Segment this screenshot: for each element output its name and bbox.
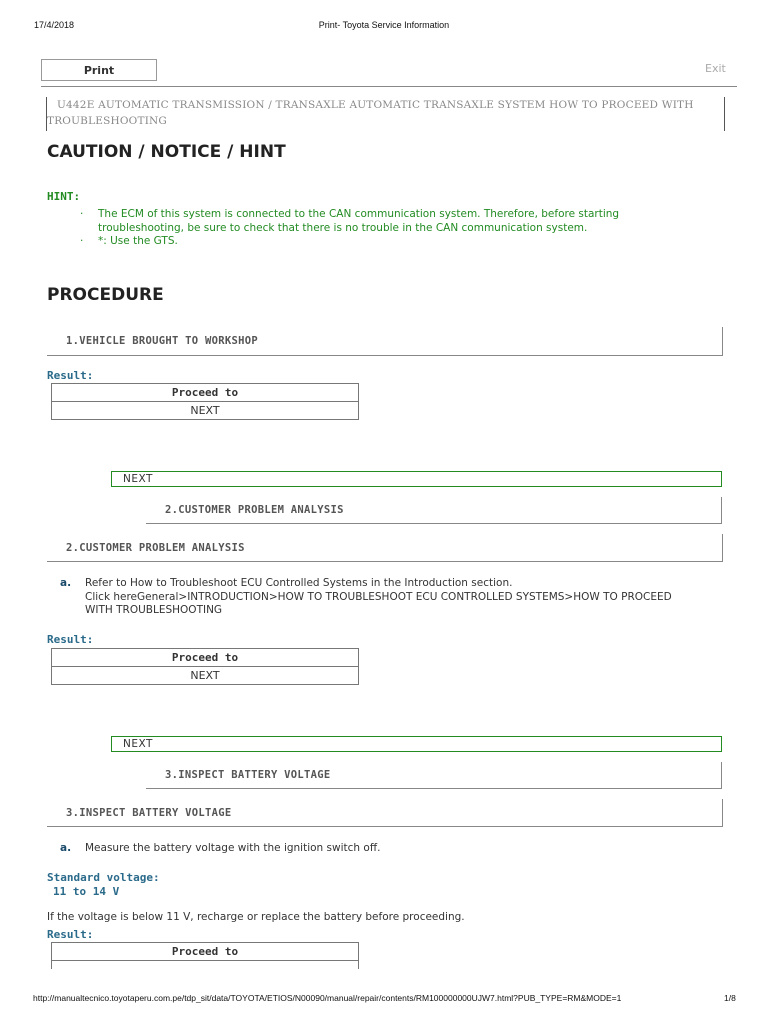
- step-1-next-target[interactable]: [146, 497, 722, 524]
- document-breadcrumb: [46, 97, 725, 131]
- exit-link[interactable]: Exit: [705, 62, 726, 75]
- next-label: NEXT: [123, 473, 153, 485]
- substep-body: [85, 842, 685, 856]
- result-table-header: Proceed to: [52, 384, 359, 402]
- step-2-next-target[interactable]: [146, 762, 722, 789]
- standard-voltage-label: Standard voltage:: [47, 871, 160, 884]
- bullet-icon: ·: [80, 235, 84, 247]
- substep-text: Measure the battery voltage with the ignition switch off.: [85, 842, 381, 854]
- hint-label: HINT:: [47, 190, 81, 203]
- step-1-result-label: Result:: [47, 369, 94, 382]
- hint-item-text: The ECM of this system is connected to the CAN communication system. Therefore, before starting troubleshooting, be sure to check that there is no trouble in the CAN communication system.: [98, 208, 620, 234]
- result-table-value: NEXT: [52, 402, 359, 420]
- source-url: http://manualtecnico.toyotaperu.com.pe/tdp_sit/data/TOYOTA/ETIOS/N00090/manual/repair/contents/RM100000000UJW7.html?PUB_TYPE=RM&MODE=1: [33, 993, 622, 1003]
- step-1-result-table: [51, 383, 359, 420]
- step-3-heading: [47, 799, 723, 827]
- next-label: NEXT: [123, 738, 153, 750]
- step-3-result-label: Result:: [47, 928, 94, 941]
- substep-body: [85, 577, 685, 618]
- substep-letter: a.: [60, 842, 72, 854]
- result-table-value: NEXT: [52, 667, 359, 685]
- next-target-title: 2.CUSTOMER PROBLEM ANALYSIS: [165, 504, 344, 516]
- step-3-title: 3.INSPECT BATTERY VOLTAGE: [66, 806, 232, 819]
- hint-item: [80, 235, 700, 249]
- step-2-next-link[interactable]: [111, 736, 722, 752]
- step-2-substep-a: [60, 577, 710, 619]
- page-number: 1/8: [724, 993, 736, 1003]
- step-2-heading: [47, 534, 723, 562]
- substep-text: Refer to How to Troubleshoot ECU Controlled Systems in the Introduction section.: [85, 577, 513, 589]
- pdf-print-header: [0, 20, 768, 32]
- hint-item-text: *: Use the GTS.: [98, 235, 178, 247]
- step-2-result-label: Result:: [47, 633, 94, 646]
- step-1-title: 1.VEHICLE BROUGHT TO WORKSHOP: [66, 335, 259, 347]
- step-2-result-table: [51, 648, 359, 685]
- step-1-heading: [47, 327, 723, 356]
- result-table-value-cut: [52, 961, 359, 969]
- step-3-result-table: [51, 942, 359, 969]
- pdf-print-footer: [0, 993, 768, 1005]
- hint-item: [80, 208, 700, 235]
- step-3-substep-a: [60, 842, 710, 856]
- print-page-title: Print- Toyota Service Information: [318, 20, 450, 30]
- introduction-link[interactable]: Click hereGeneral>INTRODUCTION>HOW TO TROUBLESHOOT ECU CONTROLLED SYSTEMS>HOW TO PROCEED WITH TROUBLESHOOTING: [85, 590, 672, 616]
- result-table-header: Proceed to: [52, 943, 359, 961]
- procedure-title: PROCEDURE: [47, 285, 164, 305]
- toolbar-divider: [41, 86, 737, 87]
- standard-voltage-value: 11 to 14 V: [53, 885, 120, 898]
- step-2-title: 2.CUSTOMER PROBLEM ANALYSIS: [66, 541, 245, 554]
- hint-list: [80, 208, 700, 249]
- step-1-next-link[interactable]: [111, 471, 722, 487]
- print-date: 17/4/2018: [34, 20, 75, 30]
- print-button[interactable]: Print: [41, 59, 157, 81]
- substep-letter: a.: [60, 577, 72, 589]
- caution-title: CAUTION / NOTICE / HINT: [47, 142, 286, 162]
- bullet-icon: ·: [80, 208, 84, 220]
- next-target-title: 3.INSPECT BATTERY VOLTAGE: [165, 769, 331, 781]
- breadcrumb-text: U442E AUTOMATIC TRANSMISSION / TRANSAXLE AUTOMATIC TRANSAXLE SYSTEM HOW TO PROCEED WITH TROUBLESHOOTING: [47, 99, 694, 127]
- result-table-header: Proceed to: [52, 649, 359, 667]
- voltage-note: If the voltage is below 11 V, recharge or replace the battery before proceeding.: [47, 911, 465, 923]
